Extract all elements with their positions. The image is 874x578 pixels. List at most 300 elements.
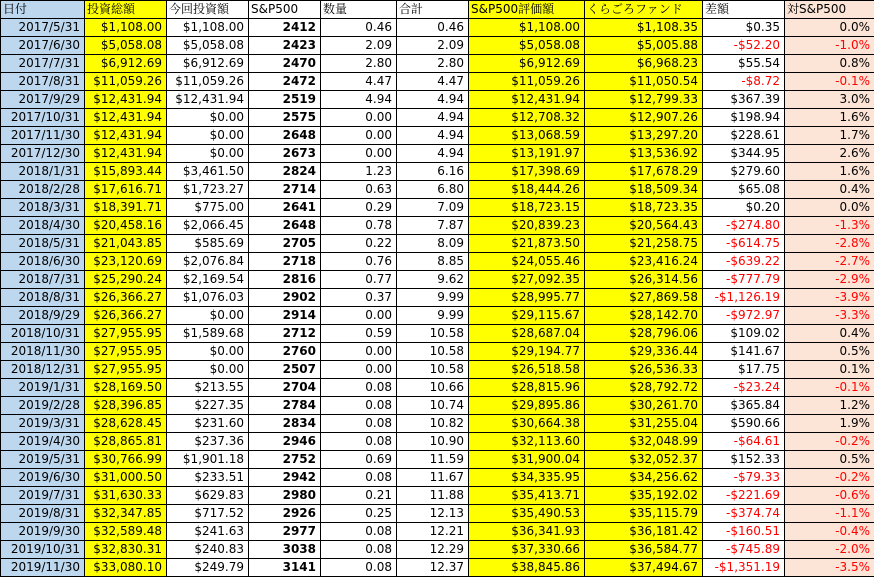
difference-cell[interactable]: $0.35	[703, 19, 785, 37]
sum-cell[interactable]: 8.85	[397, 253, 469, 271]
current-investment-cell[interactable]: $240.83	[167, 541, 249, 559]
sp500-valuation-cell[interactable]: $21,873.50	[469, 235, 585, 253]
total-investment-cell[interactable]: $28,865.81	[85, 433, 167, 451]
total-investment-cell[interactable]: $1,108.00	[85, 19, 167, 37]
date-cell[interactable]: 2018/4/30	[1, 217, 85, 235]
sum-cell[interactable]: 10.58	[397, 361, 469, 379]
current-investment-cell[interactable]: $213.55	[167, 379, 249, 397]
quantity-cell[interactable]: 2.80	[321, 55, 397, 73]
date-cell[interactable]: 2019/1/31	[1, 379, 85, 397]
date-cell[interactable]: 2019/8/31	[1, 505, 85, 523]
sum-cell[interactable]: 11.67	[397, 469, 469, 487]
vs-sp500-cell[interactable]: 0.0%	[785, 199, 874, 217]
fund-value-cell[interactable]: $12,799.33	[585, 91, 703, 109]
sp500-valuation-cell[interactable]: $13,191.97	[469, 145, 585, 163]
total-investment-cell[interactable]: $21,043.85	[85, 235, 167, 253]
current-investment-cell[interactable]: $3,461.50	[167, 163, 249, 181]
header-quantity[interactable]: 数量	[321, 1, 397, 19]
vs-sp500-cell[interactable]: 3.0%	[785, 91, 874, 109]
difference-cell[interactable]: $198.94	[703, 109, 785, 127]
date-cell[interactable]: 2019/10/31	[1, 541, 85, 559]
difference-cell[interactable]: $0.20	[703, 199, 785, 217]
difference-cell[interactable]: $367.39	[703, 91, 785, 109]
date-cell[interactable]: 2018/9/29	[1, 307, 85, 325]
date-cell[interactable]: 2018/2/28	[1, 181, 85, 199]
sum-cell[interactable]: 7.09	[397, 199, 469, 217]
sp500-valuation-cell[interactable]: $29,895.86	[469, 397, 585, 415]
vs-sp500-cell[interactable]: 1.7%	[785, 127, 874, 145]
vs-sp500-cell[interactable]: -3.3%	[785, 307, 874, 325]
current-investment-cell[interactable]: $0.00	[167, 145, 249, 163]
sp500-valuation-cell[interactable]: $30,664.38	[469, 415, 585, 433]
sp500-cell[interactable]: 3141	[249, 559, 321, 577]
vs-sp500-cell[interactable]: -0.2%	[785, 469, 874, 487]
sp500-cell[interactable]: 2816	[249, 271, 321, 289]
sum-cell[interactable]: 11.59	[397, 451, 469, 469]
sum-cell[interactable]: 0.46	[397, 19, 469, 37]
date-cell[interactable]: 2018/7/31	[1, 271, 85, 289]
date-cell[interactable]: 2017/5/31	[1, 19, 85, 37]
sp500-valuation-cell[interactable]: $29,115.67	[469, 307, 585, 325]
sp500-cell[interactable]: 2470	[249, 55, 321, 73]
fund-value-cell[interactable]: $34,256.62	[585, 469, 703, 487]
vs-sp500-cell[interactable]: -2.7%	[785, 253, 874, 271]
vs-sp500-cell[interactable]: -2.8%	[785, 235, 874, 253]
fund-value-cell[interactable]: $12,907.26	[585, 109, 703, 127]
current-investment-cell[interactable]: $11,059.26	[167, 73, 249, 91]
sp500-valuation-cell[interactable]: $31,900.04	[469, 451, 585, 469]
sum-cell[interactable]: 10.82	[397, 415, 469, 433]
difference-cell[interactable]: -$64.61	[703, 433, 785, 451]
difference-cell[interactable]: -$972.97	[703, 307, 785, 325]
fund-value-cell[interactable]: $37,494.67	[585, 559, 703, 577]
header-current-investment[interactable]: 今回投資額	[167, 1, 249, 19]
difference-cell[interactable]: $109.02	[703, 325, 785, 343]
current-investment-cell[interactable]: $6,912.69	[167, 55, 249, 73]
sp500-valuation-cell[interactable]: $28,687.04	[469, 325, 585, 343]
fund-value-cell[interactable]: $1,108.35	[585, 19, 703, 37]
date-cell[interactable]: 2019/7/31	[1, 487, 85, 505]
total-investment-cell[interactable]: $12,431.94	[85, 145, 167, 163]
difference-cell[interactable]: -$274.80	[703, 217, 785, 235]
header-sp500-valuation[interactable]: S&P500評価額	[469, 1, 585, 19]
total-investment-cell[interactable]: $20,458.16	[85, 217, 167, 235]
difference-cell[interactable]: $228.61	[703, 127, 785, 145]
vs-sp500-cell[interactable]: 1.6%	[785, 109, 874, 127]
sum-cell[interactable]: 9.62	[397, 271, 469, 289]
total-investment-cell[interactable]: $32,830.31	[85, 541, 167, 559]
quantity-cell[interactable]: 0.08	[321, 559, 397, 577]
fund-value-cell[interactable]: $27,869.58	[585, 289, 703, 307]
sum-cell[interactable]: 6.16	[397, 163, 469, 181]
sp500-valuation-cell[interactable]: $28,815.96	[469, 379, 585, 397]
sum-cell[interactable]: 2.80	[397, 55, 469, 73]
current-investment-cell[interactable]: $2,066.45	[167, 217, 249, 235]
sum-cell[interactable]: 12.29	[397, 541, 469, 559]
sum-cell[interactable]: 10.90	[397, 433, 469, 451]
date-cell[interactable]: 2019/9/30	[1, 523, 85, 541]
header-difference[interactable]: 差額	[703, 1, 785, 19]
quantity-cell[interactable]: 0.00	[321, 343, 397, 361]
difference-cell[interactable]: $17.75	[703, 361, 785, 379]
current-investment-cell[interactable]: $717.52	[167, 505, 249, 523]
fund-value-cell[interactable]: $28,792.72	[585, 379, 703, 397]
total-investment-cell[interactable]: $30,766.99	[85, 451, 167, 469]
sp500-valuation-cell[interactable]: $38,845.86	[469, 559, 585, 577]
difference-cell[interactable]: $279.60	[703, 163, 785, 181]
current-investment-cell[interactable]: $629.83	[167, 487, 249, 505]
current-investment-cell[interactable]: $1,901.18	[167, 451, 249, 469]
quantity-cell[interactable]: 0.08	[321, 469, 397, 487]
difference-cell[interactable]: -$52.20	[703, 37, 785, 55]
fund-value-cell[interactable]: $36,584.77	[585, 541, 703, 559]
sum-cell[interactable]: 4.47	[397, 73, 469, 91]
fund-value-cell[interactable]: $35,192.02	[585, 487, 703, 505]
date-cell[interactable]: 2017/8/31	[1, 73, 85, 91]
quantity-cell[interactable]: 0.46	[321, 19, 397, 37]
sp500-cell[interactable]: 2704	[249, 379, 321, 397]
quantity-cell[interactable]: 0.08	[321, 415, 397, 433]
sp500-cell[interactable]: 2784	[249, 397, 321, 415]
date-cell[interactable]: 2017/9/29	[1, 91, 85, 109]
fund-value-cell[interactable]: $26,314.56	[585, 271, 703, 289]
difference-cell[interactable]: -$745.89	[703, 541, 785, 559]
fund-value-cell[interactable]: $18,723.35	[585, 199, 703, 217]
sum-cell[interactable]: 10.58	[397, 343, 469, 361]
sp500-valuation-cell[interactable]: $13,068.59	[469, 127, 585, 145]
sp500-cell[interactable]: 2423	[249, 37, 321, 55]
total-investment-cell[interactable]: $28,628.45	[85, 415, 167, 433]
sp500-cell[interactable]: 3038	[249, 541, 321, 559]
difference-cell[interactable]: $141.67	[703, 343, 785, 361]
sum-cell[interactable]: 7.87	[397, 217, 469, 235]
difference-cell[interactable]: -$1,351.19	[703, 559, 785, 577]
quantity-cell[interactable]: 2.09	[321, 37, 397, 55]
sp500-valuation-cell[interactable]: $18,723.15	[469, 199, 585, 217]
quantity-cell[interactable]: 0.00	[321, 307, 397, 325]
fund-value-cell[interactable]: $20,564.43	[585, 217, 703, 235]
sp500-valuation-cell[interactable]: $34,335.95	[469, 469, 585, 487]
sp500-cell[interactable]: 2712	[249, 325, 321, 343]
sp500-cell[interactable]: 2760	[249, 343, 321, 361]
sum-cell[interactable]: 6.80	[397, 181, 469, 199]
current-investment-cell[interactable]: $12,431.94	[167, 91, 249, 109]
date-cell[interactable]: 2017/7/31	[1, 55, 85, 73]
quantity-cell[interactable]: 0.08	[321, 541, 397, 559]
date-cell[interactable]: 2018/8/31	[1, 289, 85, 307]
date-cell[interactable]: 2018/11/30	[1, 343, 85, 361]
date-cell[interactable]: 2017/12/30	[1, 145, 85, 163]
current-investment-cell[interactable]: $0.00	[167, 127, 249, 145]
difference-cell[interactable]: -$8.72	[703, 73, 785, 91]
sp500-cell[interactable]: 2575	[249, 109, 321, 127]
total-investment-cell[interactable]: $6,912.69	[85, 55, 167, 73]
vs-sp500-cell[interactable]: -3.5%	[785, 559, 874, 577]
fund-value-cell[interactable]: $6,968.23	[585, 55, 703, 73]
fund-value-cell[interactable]: $32,048.99	[585, 433, 703, 451]
quantity-cell[interactable]: 0.37	[321, 289, 397, 307]
total-investment-cell[interactable]: $11,059.26	[85, 73, 167, 91]
date-cell[interactable]: 2018/6/30	[1, 253, 85, 271]
sp500-cell[interactable]: 2914	[249, 307, 321, 325]
sp500-cell[interactable]: 2752	[249, 451, 321, 469]
difference-cell[interactable]: -$1,126.19	[703, 289, 785, 307]
sp500-cell[interactable]: 2942	[249, 469, 321, 487]
sp500-cell[interactable]: 2824	[249, 163, 321, 181]
vs-sp500-cell[interactable]: -0.1%	[785, 379, 874, 397]
current-investment-cell[interactable]: $249.79	[167, 559, 249, 577]
current-investment-cell[interactable]: $227.35	[167, 397, 249, 415]
quantity-cell[interactable]: 0.00	[321, 145, 397, 163]
total-investment-cell[interactable]: $28,396.85	[85, 397, 167, 415]
quantity-cell[interactable]: 0.08	[321, 433, 397, 451]
total-investment-cell[interactable]: $31,000.50	[85, 469, 167, 487]
date-cell[interactable]: 2018/12/31	[1, 361, 85, 379]
sum-cell[interactable]: 10.58	[397, 325, 469, 343]
sp500-cell[interactable]: 2946	[249, 433, 321, 451]
vs-sp500-cell[interactable]: -3.9%	[785, 289, 874, 307]
header-vs-sp500[interactable]: 対S&P500	[785, 1, 874, 19]
sp500-cell[interactable]: 2902	[249, 289, 321, 307]
sp500-valuation-cell[interactable]: $24,055.46	[469, 253, 585, 271]
total-investment-cell[interactable]: $27,955.95	[85, 343, 167, 361]
date-cell[interactable]: 2019/2/28	[1, 397, 85, 415]
current-investment-cell[interactable]: $5,058.08	[167, 37, 249, 55]
sum-cell[interactable]: 4.94	[397, 127, 469, 145]
total-investment-cell[interactable]: $12,431.94	[85, 91, 167, 109]
quantity-cell[interactable]: 0.78	[321, 217, 397, 235]
quantity-cell[interactable]: 0.21	[321, 487, 397, 505]
date-cell[interactable]: 2018/1/31	[1, 163, 85, 181]
fund-value-cell[interactable]: $5,005.88	[585, 37, 703, 55]
fund-value-cell[interactable]: $11,050.54	[585, 73, 703, 91]
sp500-cell[interactable]: 2472	[249, 73, 321, 91]
vs-sp500-cell[interactable]: -0.1%	[785, 73, 874, 91]
current-investment-cell[interactable]: $2,076.84	[167, 253, 249, 271]
sp500-cell[interactable]: 2980	[249, 487, 321, 505]
date-cell[interactable]: 2018/5/31	[1, 235, 85, 253]
sp500-valuation-cell[interactable]: $12,431.94	[469, 91, 585, 109]
current-investment-cell[interactable]: $237.36	[167, 433, 249, 451]
fund-value-cell[interactable]: $29,336.44	[585, 343, 703, 361]
fund-value-cell[interactable]: $35,115.79	[585, 505, 703, 523]
sp500-cell[interactable]: 2673	[249, 145, 321, 163]
sum-cell[interactable]: 4.94	[397, 145, 469, 163]
sum-cell[interactable]: 10.66	[397, 379, 469, 397]
sum-cell[interactable]: 4.94	[397, 109, 469, 127]
sp500-cell[interactable]: 2507	[249, 361, 321, 379]
total-investment-cell[interactable]: $23,120.69	[85, 253, 167, 271]
sp500-valuation-cell[interactable]: $5,058.08	[469, 37, 585, 55]
total-investment-cell[interactable]: $31,630.33	[85, 487, 167, 505]
date-cell[interactable]: 2019/4/30	[1, 433, 85, 451]
sp500-valuation-cell[interactable]: $1,108.00	[469, 19, 585, 37]
sum-cell[interactable]: 9.99	[397, 289, 469, 307]
vs-sp500-cell[interactable]: -1.1%	[785, 505, 874, 523]
date-cell[interactable]: 2019/5/31	[1, 451, 85, 469]
sp500-cell[interactable]: 2705	[249, 235, 321, 253]
fund-value-cell[interactable]: $23,416.24	[585, 253, 703, 271]
total-investment-cell[interactable]: $32,589.48	[85, 523, 167, 541]
fund-value-cell[interactable]: $13,536.92	[585, 145, 703, 163]
current-investment-cell[interactable]: $0.00	[167, 343, 249, 361]
fund-value-cell[interactable]: $28,142.70	[585, 307, 703, 325]
total-investment-cell[interactable]: $12,431.94	[85, 109, 167, 127]
quantity-cell[interactable]: 1.23	[321, 163, 397, 181]
sp500-cell[interactable]: 2926	[249, 505, 321, 523]
quantity-cell[interactable]: 0.22	[321, 235, 397, 253]
sp500-valuation-cell[interactable]: $36,341.93	[469, 523, 585, 541]
sp500-valuation-cell[interactable]: $28,995.77	[469, 289, 585, 307]
fund-value-cell[interactable]: $26,536.33	[585, 361, 703, 379]
total-investment-cell[interactable]: $15,893.44	[85, 163, 167, 181]
total-investment-cell[interactable]: $5,058.08	[85, 37, 167, 55]
difference-cell[interactable]: -$79.33	[703, 469, 785, 487]
date-cell[interactable]: 2017/10/31	[1, 109, 85, 127]
sum-cell[interactable]: 8.09	[397, 235, 469, 253]
sp500-cell[interactable]: 2977	[249, 523, 321, 541]
vs-sp500-cell[interactable]: 2.6%	[785, 145, 874, 163]
total-investment-cell[interactable]: $26,366.27	[85, 289, 167, 307]
sum-cell[interactable]: 12.13	[397, 505, 469, 523]
sum-cell[interactable]: 11.88	[397, 487, 469, 505]
vs-sp500-cell[interactable]: -0.2%	[785, 433, 874, 451]
total-investment-cell[interactable]: $25,290.24	[85, 271, 167, 289]
current-investment-cell[interactable]: $2,169.54	[167, 271, 249, 289]
date-cell[interactable]: 2019/11/30	[1, 559, 85, 577]
total-investment-cell[interactable]: $26,366.27	[85, 307, 167, 325]
current-investment-cell[interactable]: $1,076.03	[167, 289, 249, 307]
fund-value-cell[interactable]: $21,258.75	[585, 235, 703, 253]
vs-sp500-cell[interactable]: 0.5%	[785, 343, 874, 361]
sp500-valuation-cell[interactable]: $26,518.58	[469, 361, 585, 379]
total-investment-cell[interactable]: $12,431.94	[85, 127, 167, 145]
quantity-cell[interactable]: 0.25	[321, 505, 397, 523]
sp500-valuation-cell[interactable]: $32,113.60	[469, 433, 585, 451]
sp500-valuation-cell[interactable]: $11,059.26	[469, 73, 585, 91]
sp500-valuation-cell[interactable]: $12,708.32	[469, 109, 585, 127]
header-sum[interactable]: 合計	[397, 1, 469, 19]
quantity-cell[interactable]: 0.00	[321, 127, 397, 145]
quantity-cell[interactable]: 0.08	[321, 397, 397, 415]
vs-sp500-cell[interactable]: -0.6%	[785, 487, 874, 505]
fund-value-cell[interactable]: $28,796.06	[585, 325, 703, 343]
current-investment-cell[interactable]: $0.00	[167, 307, 249, 325]
vs-sp500-cell[interactable]: 1.2%	[785, 397, 874, 415]
sp500-cell[interactable]: 2641	[249, 199, 321, 217]
difference-cell[interactable]: -$777.79	[703, 271, 785, 289]
sum-cell[interactable]: 9.99	[397, 307, 469, 325]
quantity-cell[interactable]: 4.94	[321, 91, 397, 109]
vs-sp500-cell[interactable]: 0.4%	[785, 181, 874, 199]
vs-sp500-cell[interactable]: -1.0%	[785, 37, 874, 55]
vs-sp500-cell[interactable]: -2.9%	[785, 271, 874, 289]
difference-cell[interactable]: -$614.75	[703, 235, 785, 253]
difference-cell[interactable]: -$23.24	[703, 379, 785, 397]
quantity-cell[interactable]: 4.47	[321, 73, 397, 91]
current-investment-cell[interactable]: $0.00	[167, 109, 249, 127]
header-total-investment[interactable]: 投資総額	[85, 1, 167, 19]
vs-sp500-cell[interactable]: 0.8%	[785, 55, 874, 73]
sp500-valuation-cell[interactable]: $20,839.23	[469, 217, 585, 235]
fund-value-cell[interactable]: $32,052.37	[585, 451, 703, 469]
date-cell[interactable]: 2017/6/30	[1, 37, 85, 55]
total-investment-cell[interactable]: $17,616.71	[85, 181, 167, 199]
fund-value-cell[interactable]: $13,297.20	[585, 127, 703, 145]
current-investment-cell[interactable]: $233.51	[167, 469, 249, 487]
difference-cell[interactable]: -$160.51	[703, 523, 785, 541]
difference-cell[interactable]: $152.33	[703, 451, 785, 469]
difference-cell[interactable]: $65.08	[703, 181, 785, 199]
vs-sp500-cell[interactable]: 0.1%	[785, 361, 874, 379]
difference-cell[interactable]: $344.95	[703, 145, 785, 163]
current-investment-cell[interactable]: $241.63	[167, 523, 249, 541]
quantity-cell[interactable]: 0.77	[321, 271, 397, 289]
sp500-cell[interactable]: 2834	[249, 415, 321, 433]
sum-cell[interactable]: 12.37	[397, 559, 469, 577]
quantity-cell[interactable]: 0.08	[321, 379, 397, 397]
vs-sp500-cell[interactable]: 0.5%	[785, 451, 874, 469]
vs-sp500-cell[interactable]: -1.3%	[785, 217, 874, 235]
sp500-cell[interactable]: 2412	[249, 19, 321, 37]
date-cell[interactable]: 2017/11/30	[1, 127, 85, 145]
difference-cell[interactable]: -$221.69	[703, 487, 785, 505]
quantity-cell[interactable]: 0.69	[321, 451, 397, 469]
quantity-cell[interactable]: 0.76	[321, 253, 397, 271]
vs-sp500-cell[interactable]: -0.4%	[785, 523, 874, 541]
total-investment-cell[interactable]: $32,347.85	[85, 505, 167, 523]
sp500-valuation-cell[interactable]: $29,194.77	[469, 343, 585, 361]
quantity-cell[interactable]: 0.00	[321, 361, 397, 379]
sum-cell[interactable]: 2.09	[397, 37, 469, 55]
header-fund[interactable]: くらごろファンド	[585, 1, 703, 19]
difference-cell[interactable]: -$374.74	[703, 505, 785, 523]
sp500-cell[interactable]: 2714	[249, 181, 321, 199]
fund-value-cell[interactable]: $30,261.70	[585, 397, 703, 415]
sum-cell[interactable]: 10.74	[397, 397, 469, 415]
sp500-valuation-cell[interactable]: $35,490.53	[469, 505, 585, 523]
difference-cell[interactable]: $55.54	[703, 55, 785, 73]
vs-sp500-cell[interactable]: 0.0%	[785, 19, 874, 37]
vs-sp500-cell[interactable]: -2.0%	[785, 541, 874, 559]
fund-value-cell[interactable]: $18,509.34	[585, 181, 703, 199]
quantity-cell[interactable]: 0.29	[321, 199, 397, 217]
current-investment-cell[interactable]: $1,723.27	[167, 181, 249, 199]
sp500-valuation-cell[interactable]: $6,912.69	[469, 55, 585, 73]
sp500-cell[interactable]: 2519	[249, 91, 321, 109]
header-date[interactable]: 日付	[1, 1, 85, 19]
sp500-valuation-cell[interactable]: $18,444.26	[469, 181, 585, 199]
total-investment-cell[interactable]: $27,955.95	[85, 361, 167, 379]
current-investment-cell[interactable]: $775.00	[167, 199, 249, 217]
sp500-valuation-cell[interactable]: $37,330.66	[469, 541, 585, 559]
fund-value-cell[interactable]: $31,255.04	[585, 415, 703, 433]
date-cell[interactable]: 2019/6/30	[1, 469, 85, 487]
fund-value-cell[interactable]: $36,181.42	[585, 523, 703, 541]
current-investment-cell[interactable]: $0.00	[167, 361, 249, 379]
vs-sp500-cell[interactable]: 1.9%	[785, 415, 874, 433]
quantity-cell[interactable]: 0.63	[321, 181, 397, 199]
quantity-cell[interactable]: 0.08	[321, 523, 397, 541]
quantity-cell[interactable]: 0.59	[321, 325, 397, 343]
difference-cell[interactable]: $365.84	[703, 397, 785, 415]
total-investment-cell[interactable]: $33,080.10	[85, 559, 167, 577]
sp500-cell[interactable]: 2648	[249, 127, 321, 145]
current-investment-cell[interactable]: $585.69	[167, 235, 249, 253]
quantity-cell[interactable]: 0.00	[321, 109, 397, 127]
total-investment-cell[interactable]: $18,391.71	[85, 199, 167, 217]
header-sp500[interactable]: S&P500	[249, 1, 321, 19]
